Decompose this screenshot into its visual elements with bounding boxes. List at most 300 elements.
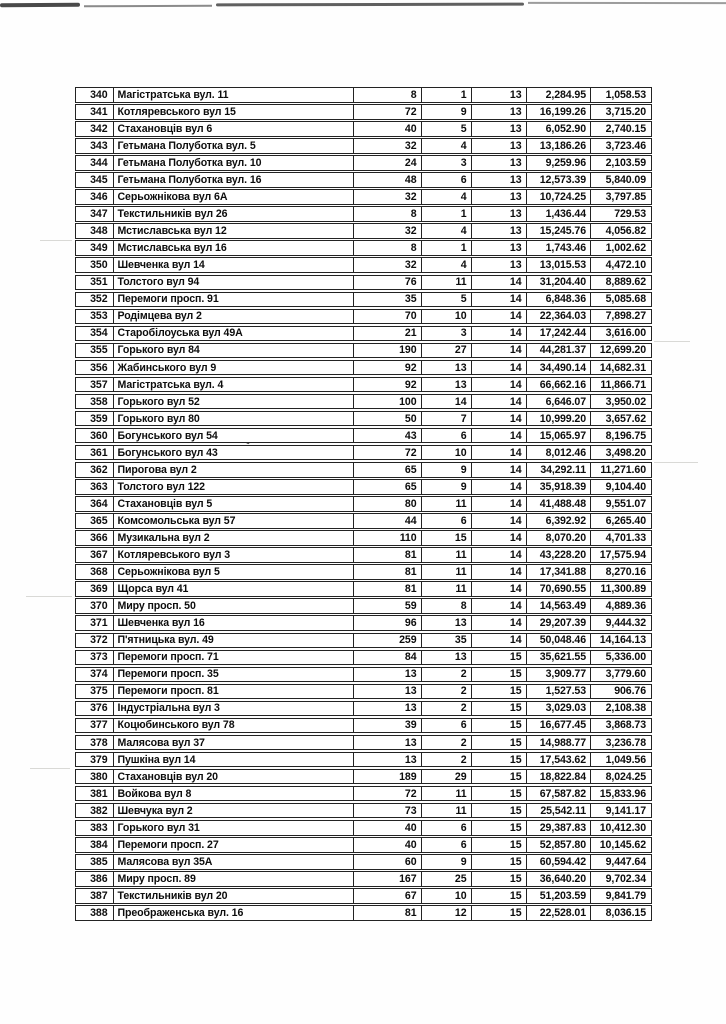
row-number-cell: 380 <box>90 770 108 783</box>
value-cell-1: 60 <box>353 855 421 869</box>
value-cell-4: 60,594.42 <box>526 855 591 869</box>
value-cell-4: 3,909.77 <box>526 668 591 682</box>
scan-artifact-top-line <box>0 3 80 8</box>
table-row <box>75 633 652 649</box>
value-cell-2: 13 <box>421 361 471 375</box>
address-cell: Горького вул 80 <box>113 412 353 426</box>
value-cell-5: 5,085.68 <box>590 293 650 307</box>
address-cell: Магістратська вул. 11 <box>113 88 353 102</box>
value-cell-3: 13 <box>471 105 526 119</box>
table-row <box>75 87 652 103</box>
table-row <box>75 155 652 171</box>
value-cell-2: 11 <box>421 497 471 511</box>
table-row <box>75 752 652 768</box>
value-cell-4: 66,662.16 <box>526 378 591 392</box>
value-cell-1: 76 <box>353 276 421 290</box>
row-number-cell: 358 <box>90 395 108 408</box>
value-cell-5: 3,616.00 <box>590 327 650 341</box>
value-cell-1: 189 <box>353 770 421 784</box>
table-row <box>75 667 652 683</box>
address-cell: Шевченка вул 14 <box>113 258 353 272</box>
row-number-cell: 375 <box>90 685 108 698</box>
value-cell-3: 14 <box>471 310 526 324</box>
value-cell-4: 17,341.88 <box>526 565 591 579</box>
row-number-cell: 384 <box>90 838 108 851</box>
value-cell-3: 14 <box>471 531 526 545</box>
address-cell: Горького вул 31 <box>113 821 353 835</box>
row-number-cell: 362 <box>90 463 108 476</box>
row-number-cell: 364 <box>90 497 108 510</box>
row-number-cell: 355 <box>90 344 108 357</box>
value-cell-3: 15 <box>471 838 526 852</box>
value-cell-4: 34,292.11 <box>526 463 591 477</box>
table-row <box>75 803 652 819</box>
value-cell-4: 31,204.40 <box>526 276 591 290</box>
value-cell-3: 14 <box>471 565 526 579</box>
value-cell-4: 44,281.37 <box>526 344 591 358</box>
value-cell-4: 25,542.11 <box>526 804 591 818</box>
row-number-cell: 354 <box>90 327 108 340</box>
value-cell-2: 15 <box>421 531 471 545</box>
table-row <box>75 564 652 580</box>
value-cell-2: 6 <box>421 821 471 835</box>
value-cell-3: 15 <box>471 804 526 818</box>
value-cell-4: 12,573.39 <box>526 173 591 187</box>
value-cell-5: 3,779.60 <box>590 668 650 682</box>
value-cell-1: 67 <box>353 889 421 903</box>
value-cell-5: 4,889.36 <box>590 599 650 613</box>
value-cell-4: 43,228.20 <box>526 548 591 562</box>
value-cell-1: 48 <box>353 173 421 187</box>
value-cell-3: 14 <box>471 582 526 596</box>
address-cell: Коцюбинського вул 78 <box>113 719 353 733</box>
value-cell-1: 32 <box>353 190 421 204</box>
table-row <box>75 513 652 529</box>
value-cell-4: 15,065.97 <box>526 429 591 443</box>
value-cell-4: 6,052.90 <box>526 122 591 136</box>
value-cell-1: 92 <box>353 378 421 392</box>
table-row <box>75 309 652 325</box>
table-row <box>75 530 652 546</box>
value-cell-2: 3 <box>421 156 471 170</box>
table-row <box>75 445 652 461</box>
value-cell-3: 15 <box>471 702 526 716</box>
address-cell: Гетьмана Полуботка вул. 5 <box>113 139 353 153</box>
value-cell-4: 17,543.62 <box>526 753 591 767</box>
value-cell-4: 2,284.95 <box>526 88 591 102</box>
value-cell-3: 15 <box>471 651 526 665</box>
value-cell-5: 9,702.34 <box>590 872 650 886</box>
value-cell-2: 9 <box>421 480 471 494</box>
value-cell-3: 13 <box>471 207 526 221</box>
value-cell-1: 39 <box>353 719 421 733</box>
row-number-cell: 386 <box>90 872 108 885</box>
value-cell-1: 50 <box>353 412 421 426</box>
value-cell-1: 13 <box>353 668 421 682</box>
value-cell-1: 96 <box>353 616 421 630</box>
value-cell-4: 18,822.84 <box>526 770 591 784</box>
value-cell-3: 15 <box>471 872 526 886</box>
value-cell-2: 5 <box>421 293 471 307</box>
row-number-cell: 372 <box>90 634 108 647</box>
value-cell-5: 3,236.78 <box>590 736 650 750</box>
value-cell-5: 8,024.25 <box>590 770 650 784</box>
value-cell-5: 11,300.89 <box>590 582 650 596</box>
value-cell-1: 32 <box>353 224 421 238</box>
value-cell-4: 35,621.55 <box>526 651 591 665</box>
value-cell-3: 14 <box>471 412 526 426</box>
value-cell-5: 4,056.82 <box>590 224 650 238</box>
value-cell-5: 3,797.85 <box>590 190 650 204</box>
value-cell-4: 6,646.07 <box>526 395 591 409</box>
row-number-cell: 359 <box>90 412 108 425</box>
value-cell-4: 17,242.44 <box>526 327 591 341</box>
row-number-cell: 340 <box>90 88 108 101</box>
value-cell-4: 10,724.25 <box>526 190 591 204</box>
value-cell-1: 13 <box>353 702 421 716</box>
value-cell-5: 3,715.20 <box>590 105 650 119</box>
address-cell: Миру просп. 50 <box>113 599 353 613</box>
row-number-cell: 351 <box>90 276 108 289</box>
value-cell-1: 24 <box>353 156 421 170</box>
address-cell: Миру просп. 89 <box>113 872 353 886</box>
value-cell-2: 9 <box>421 855 471 869</box>
address-cell: Серьожнікова вул 5 <box>113 565 353 579</box>
value-cell-1: 13 <box>353 736 421 750</box>
address-cell: Котляревського вул 15 <box>113 105 353 119</box>
value-cell-1: 8 <box>353 88 421 102</box>
value-cell-1: 40 <box>353 821 421 835</box>
address-cell: Преображенська вул. 16 <box>113 906 353 920</box>
table-row <box>75 343 652 359</box>
address-cell: Щорса вул 41 <box>113 582 353 596</box>
scan-artifact-top-line <box>216 3 524 7</box>
value-cell-3: 14 <box>471 378 526 392</box>
value-cell-4: 3,029.03 <box>526 702 591 716</box>
table-row <box>75 837 652 853</box>
value-cell-1: 13 <box>353 753 421 767</box>
value-cell-1: 80 <box>353 497 421 511</box>
value-cell-2: 25 <box>421 872 471 886</box>
value-cell-4: 16,677.45 <box>526 719 591 733</box>
address-cell: Родімцева вул 2 <box>113 310 353 324</box>
value-cell-3: 13 <box>471 190 526 204</box>
value-cell-3: 13 <box>471 173 526 187</box>
table-row <box>75 905 652 921</box>
row-number-cell: 369 <box>90 583 108 596</box>
value-cell-2: 2 <box>421 753 471 767</box>
value-cell-3: 14 <box>471 548 526 562</box>
row-number-cell: 377 <box>90 719 108 732</box>
table-body <box>75 87 652 921</box>
value-cell-3: 15 <box>471 855 526 869</box>
value-cell-5: 1,058.53 <box>590 88 650 102</box>
table-row <box>75 104 652 120</box>
scan-artifact-smudge <box>654 462 698 463</box>
value-cell-2: 13 <box>421 378 471 392</box>
value-cell-3: 14 <box>471 599 526 613</box>
value-cell-4: 14,563.49 <box>526 599 591 613</box>
value-cell-3: 13 <box>471 88 526 102</box>
value-cell-5: 12,699.20 <box>590 344 650 358</box>
value-cell-1: 259 <box>353 634 421 648</box>
value-cell-2: 5 <box>421 122 471 136</box>
address-cell: Богунського вул 54 <box>113 429 353 443</box>
value-cell-4: 50,048.46 <box>526 634 591 648</box>
value-cell-3: 14 <box>471 429 526 443</box>
table-row <box>75 496 652 512</box>
address-cell: Текстильників вул 20 <box>113 889 353 903</box>
row-number-cell: 347 <box>90 208 108 221</box>
table-row <box>75 138 652 154</box>
value-cell-1: 65 <box>353 480 421 494</box>
row-number-cell: 371 <box>90 617 108 630</box>
row-number-cell: 368 <box>90 566 108 579</box>
value-cell-5: 906.76 <box>590 685 650 699</box>
table-row <box>75 292 652 308</box>
address-cell: Стахановців вул 20 <box>113 770 353 784</box>
value-cell-2: 35 <box>421 634 471 648</box>
value-cell-4: 67,587.82 <box>526 787 591 801</box>
value-cell-2: 6 <box>421 838 471 852</box>
value-cell-2: 10 <box>421 310 471 324</box>
row-number-cell: 361 <box>90 446 108 459</box>
scan-artifact-smudge <box>40 240 72 241</box>
value-cell-1: 13 <box>353 685 421 699</box>
address-cell: Мстиславська вул 16 <box>113 241 353 255</box>
value-cell-5: 9,104.40 <box>590 480 650 494</box>
table-row <box>75 598 652 614</box>
value-cell-2: 9 <box>421 463 471 477</box>
address-cell: Толстого вул 94 <box>113 276 353 290</box>
scan-artifact-smudge <box>30 768 70 769</box>
value-cell-2: 11 <box>421 804 471 818</box>
address-cell: Комсомольська вул 57 <box>113 514 353 528</box>
table-row <box>75 275 652 291</box>
value-cell-5: 729.53 <box>590 207 650 221</box>
value-cell-3: 14 <box>471 361 526 375</box>
value-cell-3: 15 <box>471 889 526 903</box>
value-cell-2: 27 <box>421 344 471 358</box>
address-data-table <box>75 87 652 922</box>
value-cell-5: 3,723.46 <box>590 139 650 153</box>
value-cell-1: 110 <box>353 531 421 545</box>
address-cell: П'ятницька вул. 49 <box>113 634 353 648</box>
table-row <box>75 650 652 666</box>
value-cell-5: 17,575.94 <box>590 548 650 562</box>
value-cell-3: 14 <box>471 344 526 358</box>
row-number-cell: 345 <box>90 173 108 186</box>
value-cell-3: 14 <box>471 480 526 494</box>
value-cell-2: 1 <box>421 88 471 102</box>
value-cell-4: 15,245.76 <box>526 224 591 238</box>
value-cell-4: 51,203.59 <box>526 889 591 903</box>
value-cell-3: 14 <box>471 616 526 630</box>
address-cell: Котляревського вул 3 <box>113 548 353 562</box>
value-cell-2: 2 <box>421 702 471 716</box>
value-cell-2: 1 <box>421 241 471 255</box>
value-cell-1: 100 <box>353 395 421 409</box>
value-cell-5: 8,270.16 <box>590 565 650 579</box>
value-cell-4: 13,186.26 <box>526 139 591 153</box>
value-cell-4: 36,640.20 <box>526 872 591 886</box>
address-cell: Стахановців вул 5 <box>113 497 353 511</box>
value-cell-5: 5,336.00 <box>590 651 650 665</box>
table-row <box>75 888 652 904</box>
value-cell-5: 7,898.27 <box>590 310 650 324</box>
value-cell-4: 1,527.53 <box>526 685 591 699</box>
table-row <box>75 411 652 427</box>
address-cell: Гетьмана Полуботка вул. 10 <box>113 156 353 170</box>
table-row <box>75 581 652 597</box>
value-cell-1: 72 <box>353 787 421 801</box>
value-cell-2: 13 <box>421 651 471 665</box>
value-cell-3: 13 <box>471 139 526 153</box>
value-cell-2: 2 <box>421 668 471 682</box>
address-cell: Шевчука вул 2 <box>113 804 353 818</box>
table-row <box>75 172 652 188</box>
address-cell: Музикальна вул 2 <box>113 531 353 545</box>
value-cell-5: 9,447.64 <box>590 855 650 869</box>
value-cell-4: 1,743.46 <box>526 241 591 255</box>
address-cell: Мстиславська вул 12 <box>113 224 353 238</box>
value-cell-3: 14 <box>471 446 526 460</box>
value-cell-2: 10 <box>421 889 471 903</box>
row-number-cell: 367 <box>90 549 108 562</box>
scan-artifact-smudge <box>654 341 690 342</box>
value-cell-3: 14 <box>471 634 526 648</box>
value-cell-5: 3,950.02 <box>590 395 650 409</box>
value-cell-5: 9,551.07 <box>590 497 650 511</box>
value-cell-5: 3,498.20 <box>590 446 650 460</box>
value-cell-5: 14,164.13 <box>590 634 650 648</box>
value-cell-2: 9 <box>421 105 471 119</box>
address-cell: Серьожнікова вул 6А <box>113 190 353 204</box>
value-cell-3: 13 <box>471 122 526 136</box>
value-cell-4: 16,199.26 <box>526 105 591 119</box>
table-row <box>75 240 652 256</box>
row-number-cell: 370 <box>90 600 108 613</box>
address-cell: Старобілоуська вул 49А <box>113 327 353 341</box>
value-cell-2: 11 <box>421 548 471 562</box>
table-row <box>75 360 652 376</box>
value-cell-3: 13 <box>471 156 526 170</box>
row-number-cell: 348 <box>90 225 108 238</box>
value-cell-5: 9,141.17 <box>590 804 650 818</box>
value-cell-1: 59 <box>353 599 421 613</box>
address-cell: Толстого вул 122 <box>113 480 353 494</box>
address-cell: Войкова вул 8 <box>113 787 353 801</box>
address-cell: Перемоги просп. 71 <box>113 651 353 665</box>
value-cell-4: 41,488.48 <box>526 497 591 511</box>
row-number-cell: 352 <box>90 293 108 306</box>
row-number-cell: 365 <box>90 514 108 527</box>
value-cell-2: 11 <box>421 787 471 801</box>
value-cell-1: 8 <box>353 241 421 255</box>
value-cell-2: 7 <box>421 412 471 426</box>
row-number-cell: 387 <box>90 889 108 902</box>
value-cell-5: 3,657.62 <box>590 412 650 426</box>
value-cell-2: 4 <box>421 224 471 238</box>
value-cell-3: 15 <box>471 787 526 801</box>
address-cell: Пушкіна вул 14 <box>113 753 353 767</box>
value-cell-2: 4 <box>421 190 471 204</box>
value-cell-5: 6,265.40 <box>590 514 650 528</box>
value-cell-5: 14,682.31 <box>590 361 650 375</box>
address-cell: Перемоги просп. 81 <box>113 685 353 699</box>
table-row <box>75 871 652 887</box>
value-cell-3: 14 <box>471 463 526 477</box>
row-number-cell: 353 <box>90 310 108 323</box>
value-cell-1: 35 <box>353 293 421 307</box>
row-number-cell: 360 <box>90 429 108 442</box>
scan-artifact-top-line <box>528 2 726 4</box>
row-number-cell: 366 <box>90 531 108 544</box>
table-row <box>75 547 652 563</box>
value-cell-4: 8,070.20 <box>526 531 591 545</box>
row-number-cell: 376 <box>90 702 108 715</box>
row-number-cell: 378 <box>90 736 108 749</box>
table-row <box>75 479 652 495</box>
value-cell-5: 15,833.96 <box>590 787 650 801</box>
value-cell-5: 3,868.73 <box>590 719 650 733</box>
value-cell-3: 14 <box>471 293 526 307</box>
address-cell: Жабинського вул 9 <box>113 361 353 375</box>
value-cell-2: 10 <box>421 446 471 460</box>
value-cell-1: 43 <box>353 429 421 443</box>
value-cell-2: 29 <box>421 770 471 784</box>
row-number-cell: 381 <box>90 787 108 800</box>
value-cell-2: 11 <box>421 582 471 596</box>
value-cell-3: 14 <box>471 327 526 341</box>
table-row <box>75 786 652 802</box>
table-row <box>75 615 652 631</box>
value-cell-1: 32 <box>353 139 421 153</box>
value-cell-1: 21 <box>353 327 421 341</box>
address-cell: Індустріальна вул 3 <box>113 702 353 716</box>
table-row <box>75 121 652 137</box>
table-row <box>75 206 652 222</box>
value-cell-4: 29,207.39 <box>526 616 591 630</box>
table-row <box>75 462 652 478</box>
address-cell: Горького вул 52 <box>113 395 353 409</box>
table-row <box>75 377 652 393</box>
value-cell-4: 9,259.96 <box>526 156 591 170</box>
value-cell-5: 8,196.75 <box>590 429 650 443</box>
value-cell-4: 6,848.36 <box>526 293 591 307</box>
value-cell-2: 1 <box>421 207 471 221</box>
table-row <box>75 428 652 444</box>
address-cell: Текстильників вул 26 <box>113 207 353 221</box>
value-cell-1: 72 <box>353 105 421 119</box>
table-row <box>75 223 652 239</box>
value-cell-1: 40 <box>353 122 421 136</box>
value-cell-3: 13 <box>471 258 526 272</box>
value-cell-2: 8 <box>421 599 471 613</box>
table-row <box>75 769 652 785</box>
value-cell-5: 10,145.62 <box>590 838 650 852</box>
value-cell-3: 15 <box>471 685 526 699</box>
address-cell: Горького вул 84 <box>113 344 353 358</box>
value-cell-5: 8,889.62 <box>590 276 650 290</box>
value-cell-1: 92 <box>353 361 421 375</box>
value-cell-4: 52,857.80 <box>526 838 591 852</box>
value-cell-4: 1,436.44 <box>526 207 591 221</box>
address-cell: Малясова вул 35А <box>113 855 353 869</box>
row-number-cell: 388 <box>90 907 108 919</box>
value-cell-3: 15 <box>471 770 526 784</box>
row-number-cell: 346 <box>90 191 108 204</box>
